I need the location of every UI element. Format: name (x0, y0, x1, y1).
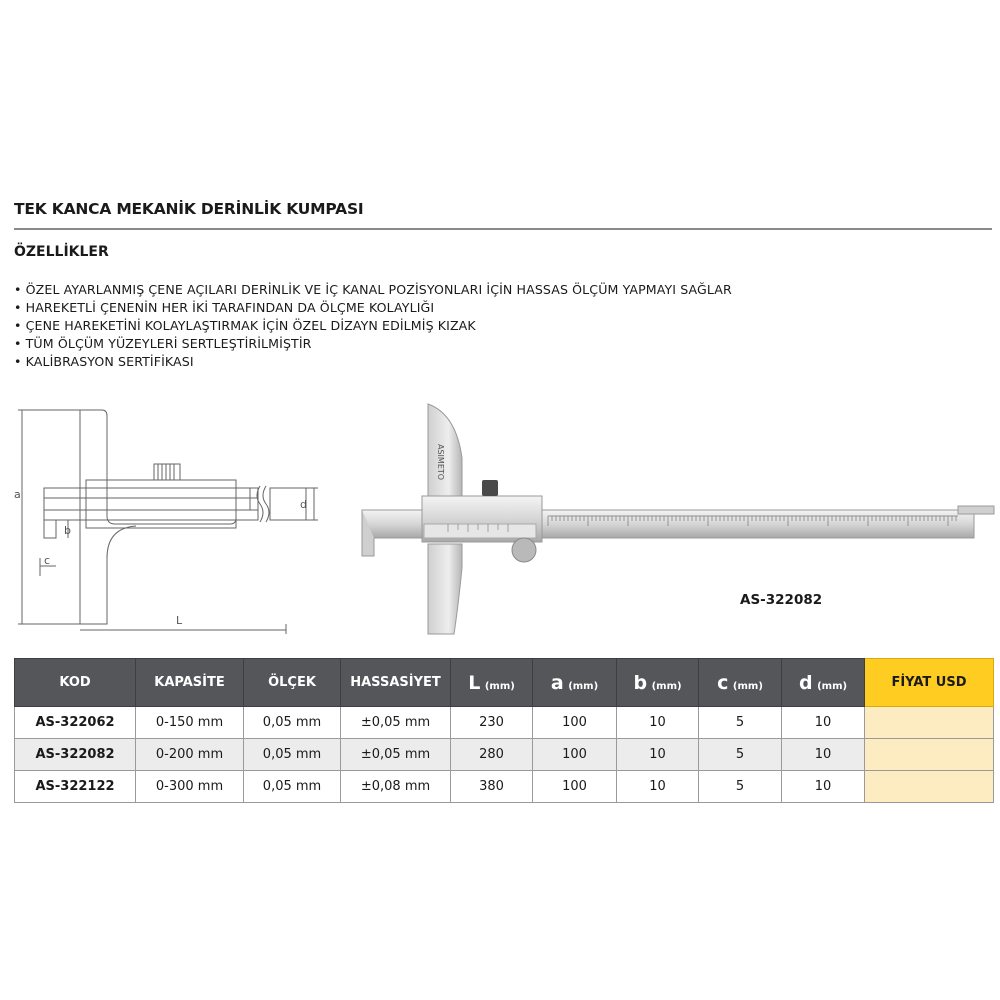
cell-price (865, 707, 994, 739)
cell-c: 5 (699, 739, 782, 771)
features-list (14, 281, 732, 371)
cell-L: 230 (451, 707, 533, 739)
col-b-unit: (mm) (651, 680, 682, 692)
cell-kod: AS-322122 (15, 771, 136, 803)
spec-table (14, 658, 994, 803)
col-L-unit: (mm) (484, 680, 515, 692)
cell-hassasiyet: ±0,05 mm (341, 739, 451, 771)
feature-item: • HAREKETLİ ÇENENİN HER İKİ TARAFINDAN DA ÖLÇME KOLAYLIĞI (14, 299, 732, 317)
diagram-label-b: b (64, 524, 71, 537)
cell-L: 380 (451, 771, 533, 803)
feature-item: • KALİBRASYON SERTİFİKASI (14, 353, 732, 371)
cell-d: 10 (782, 739, 865, 771)
product-model-label: AS-322082 (740, 592, 823, 608)
cell-olcek: 0,05 mm (244, 707, 341, 739)
cell-d: 10 (782, 707, 865, 739)
cell-price (865, 739, 994, 771)
table-row (15, 739, 994, 771)
diagram-label-a: a (14, 488, 21, 501)
cell-kapasite: 0-200 mm (136, 739, 244, 771)
cell-b: 10 (617, 707, 699, 739)
col-d-symbol: d (798, 671, 813, 694)
col-d-unit: (mm) (817, 680, 848, 692)
dimension-diagram (14, 398, 326, 638)
cell-b: 10 (617, 771, 699, 803)
cell-hassasiyet: ±0,08 mm (341, 771, 451, 803)
page-title: TEK KANCA MEKANİK DERİNLİK KUMPASI (14, 200, 364, 218)
col-L (451, 659, 533, 707)
diagram-label-d: d (300, 498, 307, 511)
feature-item: • ÇENE HAREKETİNİ KOLAYLAŞTIRMAK İÇİN ÖZEL DİZAYN EDİLMİŞ KIZAK (14, 317, 732, 335)
cell-kod: AS-322082 (15, 739, 136, 771)
cell-kod: AS-322062 (15, 707, 136, 739)
col-a-unit: (mm) (568, 680, 599, 692)
feature-item: • ÖZEL AYARLANMIŞ ÇENE AÇILARI DERİNLİK VE İÇ KANAL POZİSYONLARI İÇİN HASSAS ÖLÇÜM YAPMAYI SAĞLAR (14, 281, 732, 299)
cell-a: 100 (533, 739, 617, 771)
cell-kapasite: 0-300 mm (136, 771, 244, 803)
product-photo (358, 398, 998, 638)
col-b-symbol: b (633, 671, 648, 694)
col-c-symbol: c (717, 671, 729, 694)
title-divider (14, 228, 992, 230)
cell-d: 10 (782, 771, 865, 803)
col-hassasiyet: HASSASİYET (341, 659, 451, 707)
cell-hassasiyet: ±0,05 mm (341, 707, 451, 739)
cell-olcek: 0,05 mm (244, 771, 341, 803)
col-a-symbol: a (550, 671, 564, 694)
cell-c: 5 (699, 771, 782, 803)
col-d (782, 659, 865, 707)
brand-mark: ASIMETO (436, 444, 445, 481)
table-row (15, 771, 994, 803)
cell-a: 100 (533, 771, 617, 803)
diagram-label-L: L (176, 614, 183, 627)
cell-c: 5 (699, 707, 782, 739)
table-header-row (15, 659, 994, 707)
table-row (15, 707, 994, 739)
cell-a: 100 (533, 707, 617, 739)
cell-olcek: 0,05 mm (244, 739, 341, 771)
cell-kapasite: 0-150 mm (136, 707, 244, 739)
col-c (699, 659, 782, 707)
col-b (617, 659, 699, 707)
col-L-symbol: L (468, 671, 481, 694)
cell-price (865, 771, 994, 803)
col-kapasite: KAPASİTE (136, 659, 244, 707)
col-price: FİYAT USD (865, 659, 994, 707)
features-heading: ÖZELLİKLER (14, 244, 109, 260)
col-c-unit: (mm) (732, 680, 763, 692)
col-a (533, 659, 617, 707)
col-kod: KOD (15, 659, 136, 707)
diagram-label-c: c (44, 554, 51, 567)
feature-item: • TÜM ÖLÇÜM YÜZEYLERİ SERTLEŞTİRİLMİŞTİR (14, 335, 732, 353)
cell-b: 10 (617, 739, 699, 771)
cell-L: 280 (451, 739, 533, 771)
col-olcek: ÖLÇEK (244, 659, 341, 707)
